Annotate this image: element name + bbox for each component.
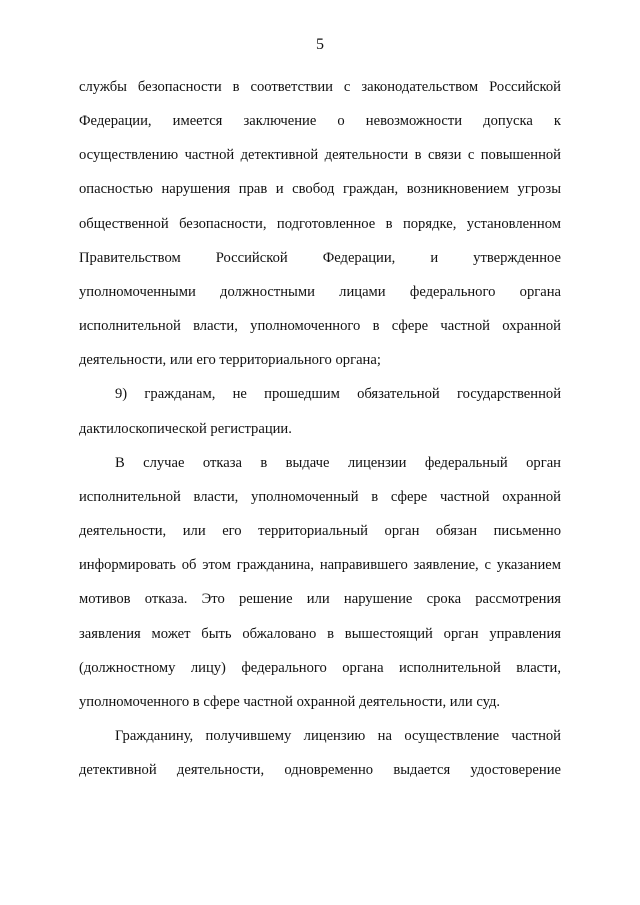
- text-line: информировать об этом гражданина, направившего заявление, с указанием: [79, 557, 561, 574]
- text-line: уполномоченными должностными лицами федерального органа: [79, 283, 561, 300]
- text-line: дактилоскопической регистрации.: [79, 420, 292, 437]
- text-line: мотивов отказа. Это решение или нарушение срока рассмотрения: [79, 591, 561, 608]
- text-line: 9) гражданам, не прошедшим обязательной государственной: [115, 386, 561, 403]
- text-line: Федерации, имеется заключение о невозможности допуска к: [79, 113, 561, 130]
- text-line: деятельности, или его территориальный орган обязан письменно: [79, 523, 561, 540]
- paragraph-2: [79, 377, 561, 445]
- text-line: исполнительной власти, уполномоченного в сфере частной охранной: [79, 318, 561, 335]
- text-line: Гражданину, получившему лицензию на осуществление частной: [115, 727, 561, 744]
- page-number: 5: [316, 36, 324, 53]
- text-line: Правительством Российской Федерации, и утвержденное: [79, 249, 561, 266]
- text-line: В случае отказа в выдаче лицензии федеральный орган: [115, 454, 561, 471]
- text-line: осуществлению частной детективной деятельности в связи с повышенной: [79, 147, 561, 164]
- text-line: деятельности, или его территориального органа;: [79, 352, 381, 369]
- paragraph-4: [79, 719, 561, 787]
- paragraph-1: [79, 70, 561, 377]
- document-body: [79, 70, 561, 787]
- text-line: опасностью нарушения прав и свобод граждан, возникновением угрозы: [79, 181, 561, 198]
- text-line: (должностному лицу) федерального органа исполнительной власти,: [79, 659, 561, 676]
- text-line: уполномоченного в сфере частной охранной деятельности, или суд.: [79, 693, 501, 710]
- paragraph-3: [79, 446, 561, 719]
- text-line: общественной безопасности, подготовленное в порядке, установленном: [79, 215, 561, 232]
- text-line: исполнительной власти, уполномоченный в сфере частной охранной: [79, 488, 561, 505]
- text-line: заявления может быть обжаловано в вышестоящий орган управления: [79, 625, 561, 642]
- text-line: детективной деятельности, одновременно выдается удостоверение: [79, 762, 561, 779]
- text-line: службы безопасности в соответствии с законодательством Российской: [79, 79, 561, 95]
